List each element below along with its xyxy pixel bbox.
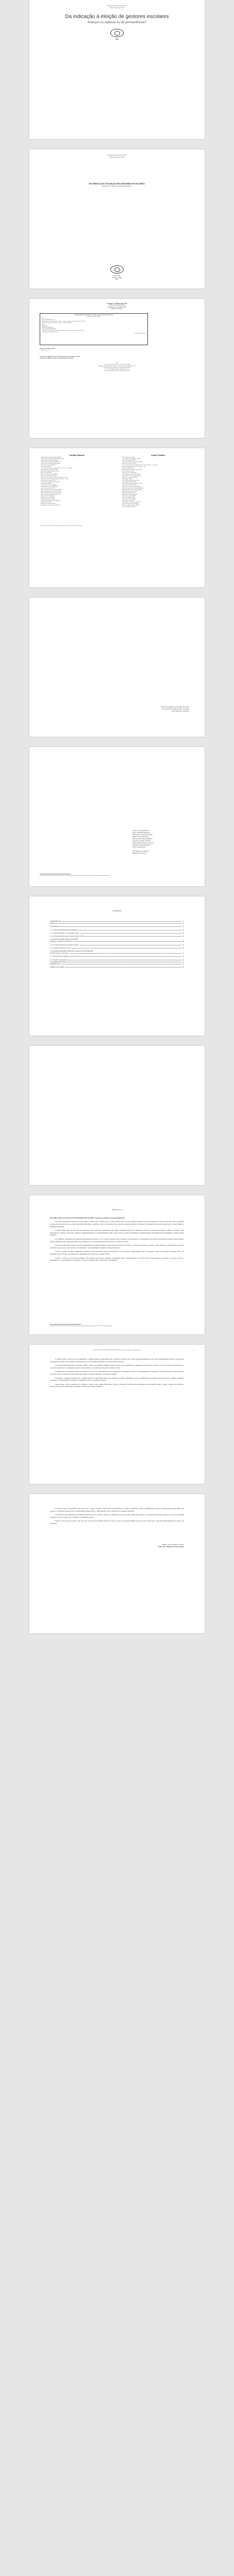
toc-entry-title: 2.2 A eleição de diretores escolares [50, 946, 71, 949]
council-member: João Adalberto Campato Junior (UNESP) [41, 482, 60, 483]
rights-line: Tel.: (41) 3039-6418 - E-mail: sac@editoracrv.com.br [105, 369, 129, 370]
paragraph: Por fim, ressalto a importância desta obra para o campo da gestão educacional, especialmente no contexto amazônico, onde as desigualdades sociais e educacionais tornam ainda mais urgente a construção de uma escola verdadeiramente democrática e comprometida com os interesses das camadas populares. [50, 1507, 184, 1512]
catalog-line: Menezes dos Santos, Alda Cristina de Pinho – Curitiba: CRV, 2017. [42, 323, 73, 324]
signature-name: Profa. Dra. Maria do Socorro Gomes [158, 1546, 184, 1548]
preface-heading: PREFÁCIO [112, 1209, 122, 1211]
catalog-line: 126 p. [42, 324, 45, 325]
paragraph: O leitor encontrará aqui uma discussão fundamentada nas políticas públicas educacionais da década de 1990, no contexto da reforma do Estado, e uma análise dos depoimentos de sujeitos envolvidos no processo, que revelam as contradições e as possibilidades da gestão escolar participativa. [50, 1244, 184, 1249]
committee-member: Helder Buenos Aires de Carvalho (UFPI) [122, 476, 141, 477]
toc-entry[interactable] [50, 952, 184, 954]
council-member: Rodrigo Pratte-Santos (UFES) [41, 496, 55, 497]
epigraph-line: Alcançar a estrela inatingível: [132, 844, 151, 846]
catalog-line: Santos, Fabíola Menezes dos. [42, 319, 55, 320]
toc-dot-leader [79, 929, 181, 930]
council-member: Maria Cristina dos Santos Bezerra (UFSCar) [41, 493, 61, 494]
toc-entry-title: INTRODUÇÃO [50, 925, 60, 928]
body-text [50, 1358, 184, 1389]
committee-member: Anna Augusta Sampaio de Oliveira (UNESP) [122, 462, 143, 463]
rights-line: Todos os direitos desta edição reservados pela: Editora CRV [103, 367, 131, 368]
copyright-line: Editor-chefe: Railson Moura [109, 304, 125, 307]
council-left-title: Conselho Editorial: [69, 454, 85, 456]
council-member: Guillermo Arias Beatón (Universidade de La Havana – Cuba) [41, 479, 69, 480]
toc-entry-page: 49 [182, 940, 184, 943]
toc-list [50, 919, 184, 968]
toc-entry[interactable] [50, 966, 184, 968]
council-member: Maria Lília Imbiriba Sousa Colares (UFOPA) [41, 491, 61, 492]
council-member: Gloria Fariñas León (Universidade de La Havana – Cuba) [41, 477, 67, 478]
paragraph: As reflexões aqui apresentadas certamente inspirarão novos estudos e práticas, contribuindo para que a gestão democrática deixe de ser apenas um princípio legal e se torne uma realidade vivida por todos os sujeitos que compõem a comunidade escolar. [50, 1514, 184, 1518]
toc-dot-leader [76, 955, 181, 957]
toc-entry-title: SOBRE AS AUTORAS [50, 966, 64, 969]
preface-footnote: Professora da Universidade Federal do Pará. Doutora em Educação. Membro do grupo de pesquisa sobre Gestão e Políticas Educacionais. [50, 1326, 112, 1327]
toc-entry-title: 2. ESCOLHA DE DIRETORES ESCOLARES: [50, 938, 79, 941]
body-page [29, 1345, 205, 1484]
epigraph-block [132, 829, 189, 854]
toc-entry-page: 125 [181, 966, 184, 969]
toc-entry-page: 73 [182, 955, 184, 958]
committee-member: Ilma Passos A. Veiga (UNICEUB) [122, 477, 138, 478]
rights-line: 2017 [115, 363, 119, 364]
council-member: Solange Helena Ximenes-Rocha (UFOPA) [41, 500, 60, 501]
council-right-title: Comitê Científico: [151, 454, 166, 456]
toc-entry-page: 81 [182, 958, 184, 961]
council-member: Carlos Alberto Vilar Estêvão (UMINHO – PT) [41, 462, 62, 463]
committee-member: Mônica Pereira dos Santos (UFRJ) [122, 494, 138, 495]
toc-entry-page: 33 [182, 935, 184, 938]
council-member: Elione Maria Nogueira Diogenes (UFAL) [41, 471, 60, 472]
council-member: Simone Rodrigues Pinto (UNB) [41, 499, 56, 500]
toc-entry-page: 26 [182, 931, 184, 934]
legal-line: CONHEÇA E COMPRE NO SITE: WWW.EDITORACRV.COM.BR [40, 358, 73, 359]
toc-entry-page: 71 [182, 952, 184, 955]
cover-title: Da indicação à eleição de gestores escolares [65, 14, 169, 20]
epigraph-line: Reparar o mal irreparável, [132, 836, 149, 838]
committee-member: Eliane Rose Maio (UEM) [122, 468, 134, 469]
toc-entry-page: 23 [182, 928, 184, 931]
toc-entry-title: BELÉM: avanços ou rupturas? [50, 952, 69, 955]
cover-publisher: CRV [115, 38, 119, 40]
paragraph: Trata-se, portanto, de uma contribuição relevante para pesquisadores, gestores, professores e todos aqueles comprometidos com a construção de uma escola pública, gratuita, laica e de qualidade social, em que a participação da comunidade seja efetiva e não apenas formal. [50, 1250, 184, 1255]
catalog-line: DOI 10.24824/978854441883.5 [42, 329, 57, 330]
council-member: Paulo Romualdo Hernandes (UNIFAL-MG) [41, 494, 61, 495]
toc-entry-page: 53 [182, 943, 184, 946]
toc-entry[interactable] [50, 935, 184, 937]
committee-member: Sérgio Nunes de Jesus (IFRO) [122, 499, 136, 500]
toc-dot-leader [69, 961, 181, 962]
toc-entry-title: 2.1 A escolha de diretores por indicação política [50, 943, 79, 946]
epigraph-line: Essa é a minha busca. [132, 846, 146, 848]
toc-dot-leader [61, 963, 180, 964]
toc-entry-page: 58 [182, 946, 184, 949]
council-member: Celso Conti (UFSCar) [41, 466, 51, 467]
toc-entry[interactable] [50, 922, 184, 924]
committee-member: Barbara Coelho Neves (UFBA) [122, 463, 137, 464]
last-text [50, 1507, 184, 1527]
running-head: DA INDICAÇÃO À ELEIÇÃO DE GESTORES ESCOLARES: Avanços ou rupturas ou de permanências? [93, 1350, 141, 1351]
council-right-column [122, 454, 194, 508]
toc-dot-leader [70, 952, 181, 954]
toc-entry-page: 111 [181, 960, 184, 963]
paragraph: A implantação das eleições diretas para diretores, por sua vez, é apresentada como conquista dos movimentos sociais e dos trabalhadores em educação, que reivindicaram a democratização da gestão escolar como parte de um projeto mais amplo de democratização da sociedade brasileira. [50, 1370, 184, 1375]
epigraph-line: (Miguel de Cervantes) [132, 852, 146, 854]
signature-date: Belém, 10 de novembro de 2016. [162, 1544, 184, 1546]
rights-line: Proibida a reprodução parcial ou total desta obra sem autorização da Editora CRV [98, 366, 136, 367]
committee-member: Fauston Negreiros (UFPI) [122, 471, 134, 472]
council-member: Cesar Gerónimo Tello (Univer. Nacional Três de Febrero – Argentina) [41, 468, 73, 469]
epigraph-line: Amar um amor casto à distância, [132, 838, 153, 840]
toc-entry-title: CONSIDERAÇÕES FINAIS [50, 960, 68, 963]
committee-member: Jussara Fraga Portugal (UNEB) [122, 482, 137, 483]
committee-member: José de Ribamar Sousa Pereira (UCB) [122, 480, 140, 481]
council-member: Sydione Santos (UEPG) [41, 502, 52, 503]
committee-member: Lourdes Helena da Silva (UFV) [122, 485, 137, 486]
toc-dot-leader [80, 932, 181, 934]
toc-entry-title: 3.1 Caracterização do município e da rede [50, 955, 75, 958]
committee-member: Sonia Maria Ferreira Koehler (UNISAL) [122, 502, 141, 503]
toc-dot-leader [85, 935, 181, 937]
toc-entry-title: mapeando os diferentes mecanismos [50, 940, 72, 943]
cover-subtitle: Avanços ou rupturas ou de permanências? [87, 21, 147, 24]
toc-entry[interactable] [50, 925, 184, 927]
half-title-author-1: Fabíola Menezes dos Santos [107, 154, 127, 156]
legal-line: ESTA OBRA TAMBÉM ENCONTRA-SE DISPONÍVEL EM FORMATO DIGITAL. [40, 357, 81, 358]
catalog-line: ISBN 978-85-444-1883-5 [42, 327, 54, 328]
half-title-city: Curitiba - Brasil [112, 277, 122, 279]
last-page [29, 1494, 205, 1633]
council-member: Francisco Carlos Duarte (PUC-PR) [41, 476, 57, 477]
dedication-line: amor, dedicação e sabedoria. [171, 710, 189, 712]
council-member: Jailson Alves dos Santos (UFRJ) [41, 480, 56, 481]
council-member: Carmen Tereza Velanga (UNIR) [41, 465, 56, 466]
toc-dot-leader [80, 944, 182, 945]
toc-entry-title: 1. A GESTÃO DEMOCRÁTICA NO BRASIL [50, 928, 78, 931]
toc-entry-page: 11 [182, 920, 184, 922]
committee-member: Suzana dos Santos Gomes (UFMG) [122, 503, 139, 504]
toc-entry-title: 3. ELEIÇÕES PARA DIRETORES ESCOLARES NO MUNICÍPIO DE [50, 950, 93, 953]
council-member: Andréia da Silva Quintanilha Sousa (UNIR/UFRN) [41, 459, 64, 460]
committee-member: Gláucia Maria dos Santos Jorge (UFOP) [122, 474, 141, 475]
toc-dot-leader [67, 959, 181, 960]
committee-member: Nilson José Machado (USP) [122, 497, 135, 498]
rights-line: Foi feito o depósito legal conf. Lei 10.994 de 14/12/2004 [104, 364, 130, 365]
committee-member: Diosnel Centurion (Univ Americ. de Asunción – Py) [122, 466, 146, 467]
council-member: Josania Portela (UFPI) [41, 483, 51, 484]
paragraph: A gestão democrática da educação foi consagrada como princípio constitucional em 1988 e reafirmada pela Lei de Diretrizes e Bases da Educação Nacional de 1996. No entanto, a sua efetivação no cotidiano das escolas continua a exigir investigação e acompanhamento crítico, uma vez que as práticas clientelistas e patrimonialistas ainda marcam profundamente a cultura política brasileira. [50, 1229, 184, 1236]
half-title-logo-icon [110, 265, 124, 274]
council-page [29, 448, 205, 587]
committee-member: Cesar Gerónimo Tello (Universidad Nacional de Três de Febrero – Argentina) [122, 465, 158, 466]
council-member: Tania Suely Azevedo Brasileiro (UFOPA) [41, 505, 60, 506]
toc-entry-title: 1.2 As Políticas públicas educacionais na década de 1990 [50, 935, 85, 938]
epigraph-page [29, 747, 205, 886]
committee-member: Mohammed Elhajji (UFRJ) [122, 493, 135, 494]
epigraph-line: Enfrentar o inimigo invencível, [132, 840, 152, 842]
dedication-line: Dedico este trabalho aos meus pais que sempre [160, 706, 189, 708]
epigraph-footnote: Trecho extraído do livro Dom Quixote de La Mancha, do espanhol Miguel de Cervantes (1547–1616), considerado uma obra-prima da literatura ocidental. [40, 875, 110, 876]
copyright-line: Diagramação e Capa: Editora CRV [107, 306, 127, 308]
council-member: Sérgio Nunes de Jesus (IFRO) [41, 497, 55, 498]
half-title-publisher: Editora CRV [113, 275, 121, 277]
committee-member: Maria de Lourdes Pinto de Almeida (UNOESC) [122, 488, 144, 489]
toc-entry-page: 17 [182, 925, 184, 928]
committee-member: Marcos Vinicius Francisco (UNOESTE) [122, 486, 141, 487]
toc-dot-leader [63, 920, 184, 925]
catalog-line: 1. Educação 2. Gestão escolar 3. Eleição 4. Gestores escolares 5. Participação social I. Pinho, [42, 330, 84, 331]
committee-member: Francisco Ari de Andrade (UFC) [122, 472, 137, 473]
toc-entry-title: 1.1 A Gestão democrática e a participação social [50, 931, 79, 934]
toc-dot-leader [65, 966, 181, 968]
council-left-column [41, 454, 113, 506]
toc-entry[interactable] [50, 940, 184, 942]
paragraph: Esta obra é resultado de um esforço de pesquisa e reflexão que se debruça sobre a gestão democrática na escola pública brasileira, tema que permanece central nos debates sobre a qualidade da educação em nosso país. As autoras apresentam um estudo cuidadoso sobre os mecanismos de escolha de diretores escolares, analisando a passagem da indicação política para a eleição direta no município de Belém. [50, 1221, 184, 1228]
toc-entry[interactable] [50, 932, 184, 934]
toc-entry[interactable] [50, 929, 184, 931]
half-title-author-2: Alda Cristina de Pinho [109, 156, 125, 158]
toc-entry[interactable] [50, 944, 184, 946]
paragraph: Dessa forma, o livro contribui para o debate ao mostrar que a gestão democrática requer a articulação de diferentes mecanismos de participação, entre os quais a eleição de diretores é apenas um, ainda que fundamental, elemento de um processo mais complexo. [50, 1383, 184, 1388]
catalog-index-heading: Índice para catálogo sistemático [40, 348, 55, 349]
toc-entry-page: 117 [181, 963, 184, 965]
epigraph-line: Sonhar o sonho impossível, [132, 829, 149, 832]
toc-entry-page: 13 [182, 922, 184, 925]
preface-page [29, 1195, 205, 1334]
council-member: Elizeu Clementino de Souza (UNEB) [41, 474, 58, 475]
catalog-subheading: CATALOGAÇÃO NA FONTE [87, 316, 101, 317]
council-member: Leonel Severo Rocha (UNISINOS) [41, 485, 57, 486]
catalog-line: CDU 37.014 CDD 371.2 [135, 333, 146, 334]
half-title-subtitle: Avanços ou rupturas ou de permanências? [102, 185, 132, 187]
catalog-line: Bibliografia [42, 326, 47, 327]
paragraph: Ao examinar a experiência das eleições para diretores escolares, o livro revela as tensões entre o discurso da participação e as permanências de práticas autoritárias, mostrando que a eleição, embora represente um avanço importante, não garante por si só a democratização das relações no interior da escola. [50, 1238, 184, 1243]
toc-dot-leader [73, 940, 181, 942]
toc-entry-title: REFERÊNCIAS [50, 963, 60, 965]
committee-member: Silvia Regina Canan (URI) [122, 500, 135, 501]
council-member: Lourdes Helena da Silva (UFV) [41, 488, 55, 489]
committee-member: Kilwangy Kya Kapitango-a-Samba (Unemat) [122, 483, 143, 484]
toc-entry[interactable] [50, 947, 184, 949]
preface-body [50, 1221, 184, 1261]
rights-line: Conheça os nossos lançamentos: www.editoracrv.com.br [104, 370, 130, 371]
council-member: Eduardo Fernandes Barbosa (UFMG) [41, 469, 58, 470]
council-member: Lídia de Oliveira Xavier (UNIEURO) [41, 486, 58, 487]
copyright-line: Revisão: Os Autores [111, 308, 123, 310]
committee-member: Altair Alberto Fávero (UPF) [122, 457, 135, 458]
cover-author-1: Fabíola Menezes dos Santos [107, 5, 127, 7]
toc-page [29, 896, 205, 1036]
epigraph-line: Tentar quando as forças se esvaem, [132, 842, 154, 844]
toc-entry[interactable] [50, 955, 184, 957]
committee-member: Inês Bragança (UERJ) [122, 479, 132, 480]
committee-member: Najela Tavares Ujiie (UTFPR) [122, 496, 136, 497]
council-member: Aldira Guimarães Duarte Domínguez (UNB) [41, 457, 61, 458]
blank-page [29, 1046, 205, 1185]
catalog-line: Da indicação à eleição de gestores escolares: avanços ou rupturas ou de permanências? / Fabíola [42, 321, 86, 322]
committee-member: Ana Chrystina Venancio Mignot (UERJ) [122, 459, 141, 460]
catalog-index-item: 1. Gestão escolar 371.2 [40, 350, 51, 351]
cover-authors [29, 5, 205, 9]
council-member: Antônio Pereira Gaio Júnior (UFRRJ) [41, 460, 58, 461]
committee-member: Vera Lucia Gaspar (UDESC) [122, 506, 136, 507]
half-title-title: DA INDICAÇÃO À ELEIÇÃO DE GESTORES ESCOLARES: [89, 182, 145, 185]
half-title-page [29, 149, 205, 289]
toc-entry-title: APRESENTAÇÃO [50, 920, 62, 922]
toc-dot-leader [58, 922, 181, 924]
catalog-line: S237 [42, 318, 44, 319]
dedication-page [29, 598, 205, 737]
half-title-year: 2017 [115, 279, 119, 281]
council-member: Maria de Lourdes Pinto de Almeida (UNOESC) [41, 489, 63, 490]
publisher-logo-icon [110, 29, 124, 37]
epigraph-line: Sofrer a angústia implacável, [132, 832, 151, 834]
paragraph: Convido o leitor a percorrer estas páginas com atenção, pois elas nos ajudam a compreender que a democratização da escola é um processo histórico, marcado por avanços, recuos e permanências, e que depende da organização e da luta dos sujeitos que a constroem cotidianamente. [50, 1257, 184, 1262]
committee-member: Elizabeth Regina Streisky de Farias (UEPG) [122, 469, 142, 470]
epigraph-line: Pisar onde os bravos não ousam, [132, 834, 153, 836]
copyright-line: Copyright © da Editora CRV Ltda. [107, 303, 127, 304]
epigraph-line: Dom Quixote de la Mancha [132, 850, 149, 852]
toc-dot-leader [61, 925, 181, 927]
council-member: Carlos Federico Dominguez Avila (Unieuro) [41, 463, 61, 464]
toc-dot-leader [72, 947, 181, 948]
page-number: 15 [193, 1350, 194, 1351]
cover-author-2: Alda Cristina de Pinho [109, 6, 125, 9]
dedication-line: me apoiaram em minhas escolhas, com muito [162, 708, 189, 710]
catalog-box [40, 313, 148, 345]
paragraph: Entretanto, a pesquisa evidencia que a simples adoção do mecanismo eletivo não elimina as práticas clientelistas, que se reconfiguram e persistem sob novas formas, exigindo vigilância constante e o fortalecimento de instâncias colegiadas como os conselhos escolares. [50, 1377, 184, 1382]
paragraph: As autoras demonstram que a indicação política, prática predominante durante décadas, serviu como instrumento de manutenção de relações de poder e de troca de favores, distanciando a escola dos interesses da comunidade escolar e subordinando-a aos interesses de grupos políticos locais. [50, 1364, 184, 1369]
paragraph: Desejo a todos uma boa leitura e que este livro possa suscitar debates profícuos sobre os rumos da educação pública em nosso país, fortalecendo a luta pela democratização da escola e da sociedade. [50, 1520, 184, 1524]
toc-entry-title: 3.2 Os sujeitos da pesquisa [50, 958, 66, 961]
committee-member: Vânia Alves Martins Chaigar (FURG) [122, 505, 140, 506]
committee-member: Maria Lurdes Lima Costa (UFPA) [122, 491, 138, 492]
cover-page [29, 0, 205, 139]
council-note: Este livro passou por avaliação e aprovação às cegas de dois ou mais pareceristas ad hoc. [41, 526, 82, 527]
preface-subheading: DA INDICAÇÃO À ELEIÇÃO DE GESTORES ESCOLARES: Avanços ou rupturas ou de permanências? [50, 1217, 125, 1219]
committee-member: Andréia N. Militão (UEMS) [122, 460, 135, 461]
catalog-heading: DADOS INTERNACIONAIS DE CATALOGAÇÃO NA PUBLICAÇÃO (CIP) [75, 315, 113, 316]
catalog-line: Alda Cristina de. II. Título III. Série. [42, 332, 59, 333]
copyright-page [29, 299, 205, 438]
footnote-rule [50, 1324, 81, 1325]
toc-entry-title: PREFÁCIO [50, 922, 57, 925]
council-member: Tadeu Oliver Gonçalves (UFPA) [41, 503, 56, 504]
council-member: Élsio José Corá (UFFS) [41, 472, 52, 473]
toc-heading: SUMÁRIO [112, 910, 122, 912]
committee-member: Maria Eurácia Barreto de Andrade (UFRB) [122, 489, 142, 490]
paragraph: O diálogo entre os autores que fundamentam o trabalho permite compreender que a escolha de diretores não é uma questão meramente técnica, mas essencialmente política, vinculada às concepções de Estado, de sociedade e de educação que se encontram em disputa em cada momento histórico. [50, 1358, 184, 1363]
